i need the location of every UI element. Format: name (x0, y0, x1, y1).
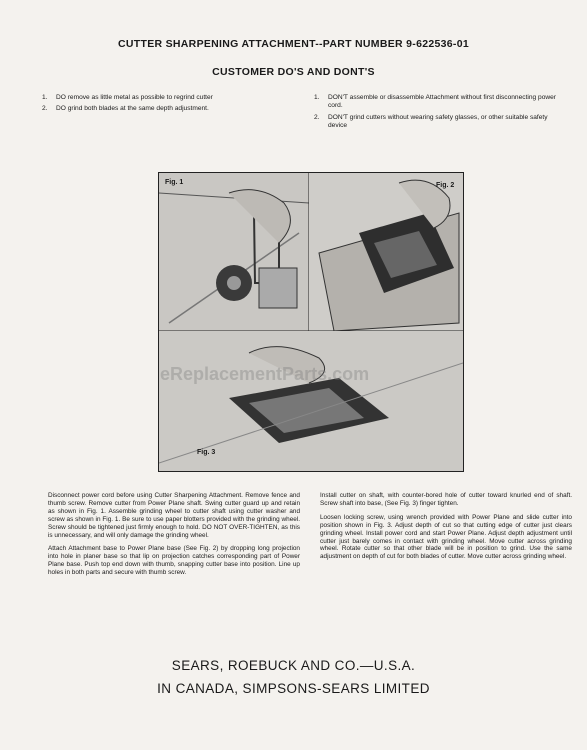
fig1-drawing (159, 173, 309, 331)
figure-illustration (159, 173, 463, 471)
paragraph: Loosen locking screw, using wrench provided with Power Plane and slide cutter into position shown in Fig. 3. Adjust depth of cut so that cutting edge of cutter just clears grinding wheel. Install power cord and start Power Plane. Adjust depth adjustment until cutter just barely comes in contact with grinding wheel. Move cutter across grinding wheel. Rotate cutter so that other blade will be in position to grind. Use the same adjustment on depth of cut for both blades of cutter. Move cutter across grinding wheel. (320, 513, 572, 561)
fig1-label: Fig. 1 (165, 179, 184, 186)
list-item: 2. DON'T grind cutters without wearing safety glasses, or other suitable safety device (314, 113, 548, 130)
fig3-label: Fig. 3 (197, 449, 216, 456)
page-title: CUTTER SHARPENING ATTACHMENT--PART NUMBER 9-622536-01 (118, 38, 469, 50)
fig2-label: Fig. 2 (436, 182, 455, 189)
watermark: eReplacementParts.com (160, 364, 370, 384)
paragraph: Disconnect power cord before using Cutter Sharpening Attachment. Remove fence and thumb screw. Remove cutter from Power Plane shaft. Swing cutter guard up and retain as shown in Fig. 1. Assemble grinding wheel to cutter shaft using cutter washer and screw as shown in Fig. 1. Be sure to use paper blotters provided with the grinding wheel. Screw should be tightened just firmly enough to hold. DO NOT OVER-TIGHTEN, as this is unnecessary, and will only damage the grinding wheel. (48, 492, 300, 539)
page-subtitle: CUSTOMER DO'S AND DONT'S (212, 66, 375, 78)
fig2-drawing (309, 173, 463, 331)
donts-list (314, 94, 566, 134)
list-item: 1. DON'T assemble or disassemble Attachment without first disconnecting power cord. (314, 94, 556, 110)
instructions-left (48, 492, 300, 583)
figure-panel (158, 172, 464, 472)
list-item: 2. DO grind both blades at the same depth adjustment. (42, 105, 209, 113)
list-item: 1. DO remove as little metal as possible to regrind cutter (42, 94, 213, 101)
dos-list (42, 94, 294, 117)
paragraph: Install cutter on shaft, with counter-bored hole of cutter toward knurled end of shaft. Screw shaft into base, (See Fig. 3) finger tighten. (320, 492, 572, 507)
instructions-right (320, 492, 572, 567)
paragraph: Attach Attachment base to Power Plane base (See Fig. 2) by dropping long projection into hole in planer base so that lip on projection catches corresponding part of Power Plane base. Push top end down with thumb, snapping cutter base into position. Line up holes in both parts and secure with thumb screw. (48, 545, 300, 577)
footer-canada: IN CANADA, SIMPSONS-SEARS LIMITED (157, 681, 430, 696)
footer-company: SEARS, ROEBUCK AND CO.—U.S.A. (171, 658, 416, 673)
